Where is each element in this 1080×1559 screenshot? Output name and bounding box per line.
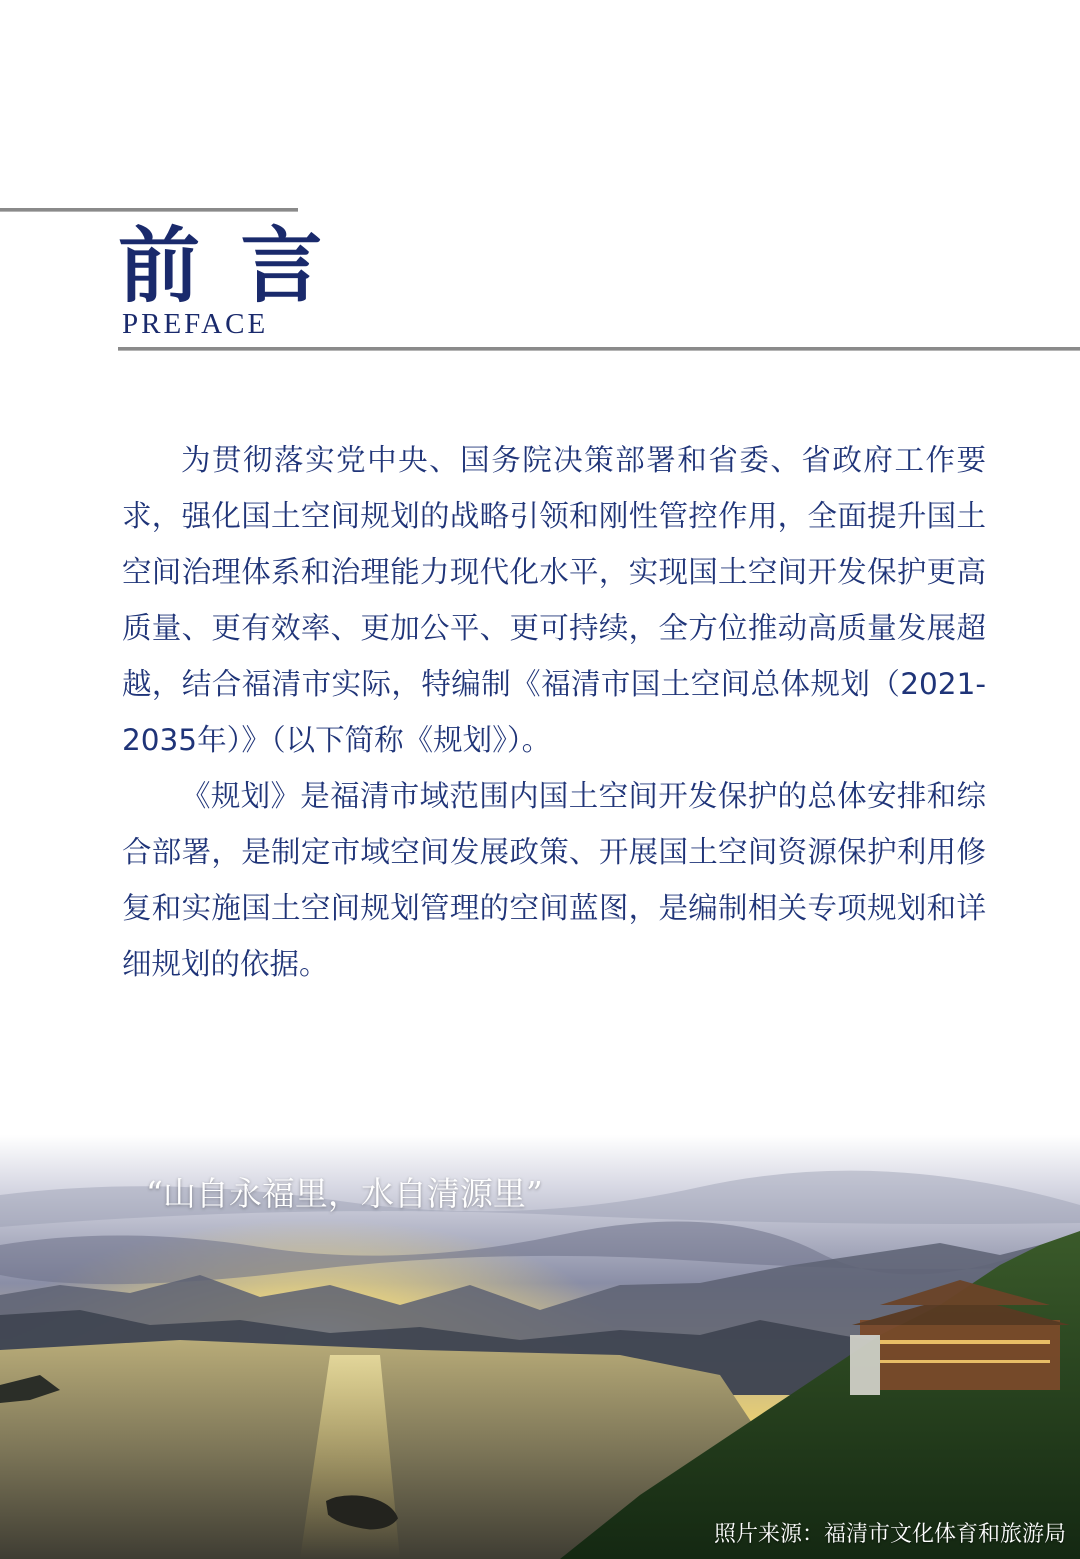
- photo-credit: 照片来源：福清市文化体育和旅游局: [713, 1522, 1066, 1547]
- paragraph-2: 《规划》是福清市域范围内国土空间开发保护的总体安排和综合部署，是制定市域空间发展政策、开展国土空间资源保护利用修复和实施国土空间规划管理的空间蓝图，是编制相关专项规划和详细规划的依据。: [122, 779, 986, 981]
- page-title: 前 言: [118, 218, 329, 314]
- paragraph-1: 为贯彻落实党中央、国务院决策部署和省委、省政府工作要求，强化国土空间规划的战略引领和刚性管控作用，全面提升国土空间治理体系和治理能力现代化水平，实现国土空间开发保护更高质量、更有效率、更加公平、更可持续，全方位推动高质量发展超越，结合福清市实际，特编制《福清市国土空间总体规划（2021-2035年）》（以下简称《规划》）。: [122, 443, 986, 757]
- top-divider: [0, 208, 298, 212]
- page-subtitle: PREFACE: [122, 308, 269, 340]
- header-divider: [118, 347, 1080, 351]
- preface-body: [122, 432, 986, 992]
- photo-quote: “山自永福里，水自清源里”: [146, 1174, 543, 1213]
